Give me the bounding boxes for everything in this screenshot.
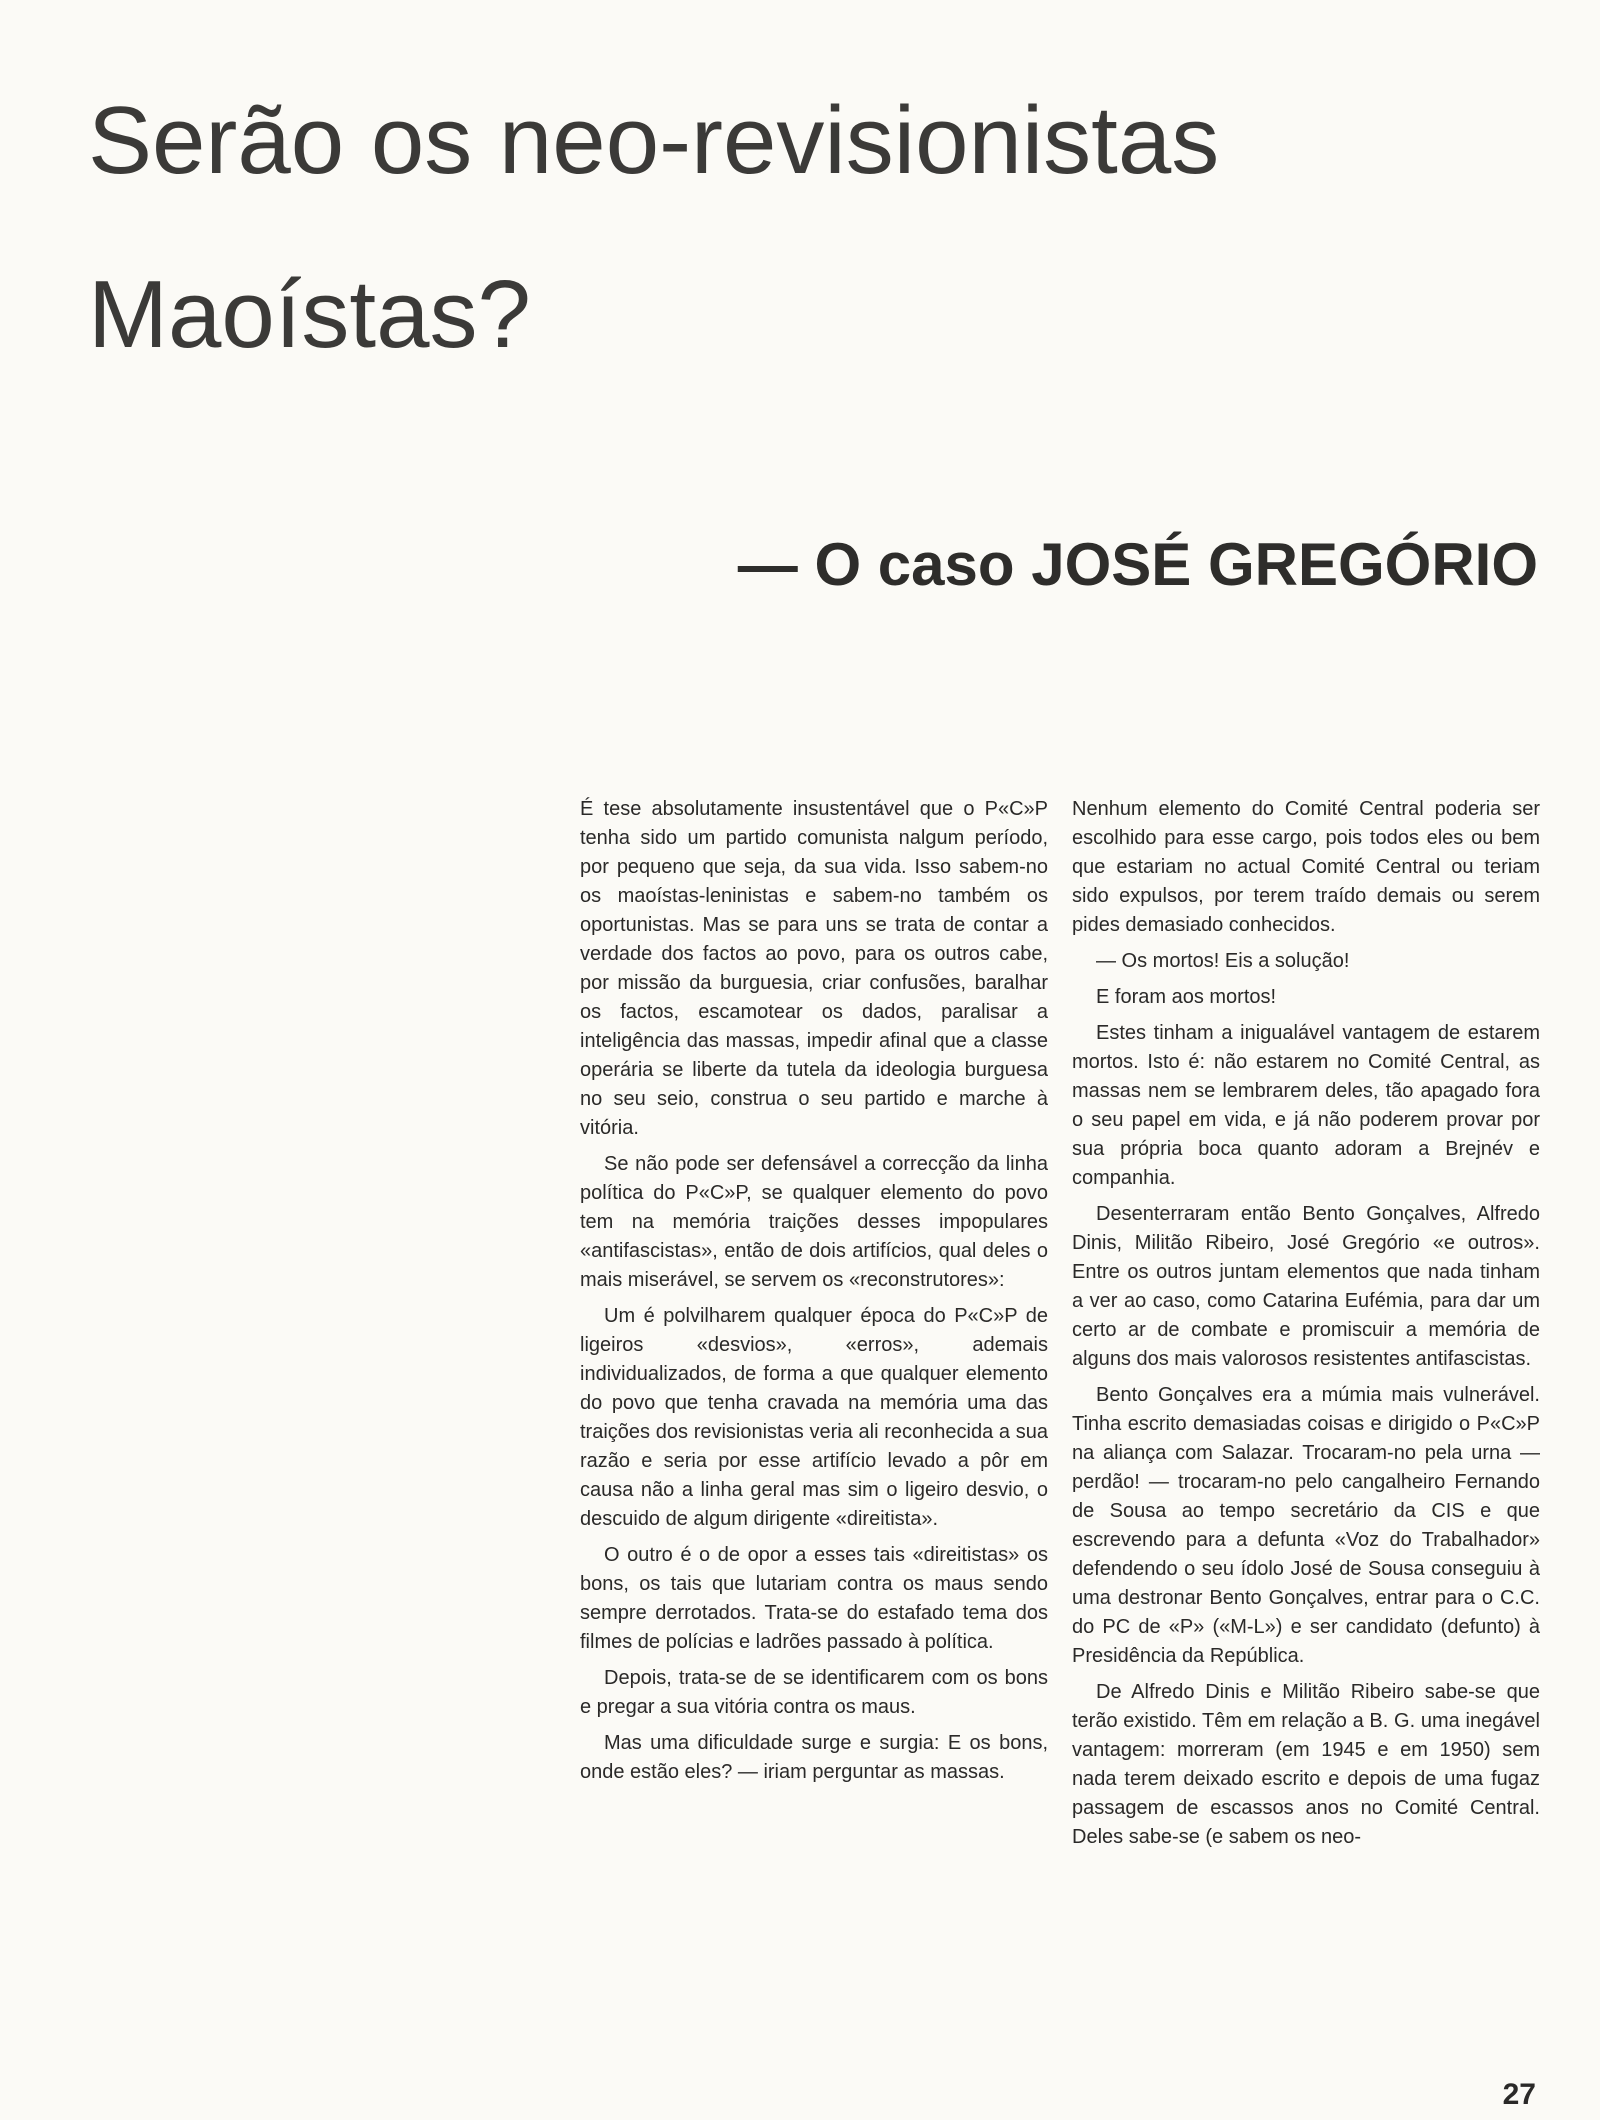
paragraph: Um é polvilharem qualquer época do P«C»P de ligeiros «desvios», «erros», ademais individualizados, de forma a que qualquer elemento do povo que tenha cravada na memória uma das traições dos revisionistas veria ali reconhecida a sua razão e seria por esse artifício levado a pôr em causa não a linha geral mas sim o ligeiro desvio, o descuido de algum dirigente «direitista». [580, 1305, 1048, 1530]
paragraph: Depois, trata-se de se identificarem com os bons e pregar a sua vitória contra os maus. [580, 1667, 1048, 1718]
paragraph: Mas uma dificuldade surge e surgia: E os bons, onde estão eles? — iriam perguntar as massas. [580, 1732, 1048, 1783]
paragraph: E foram aos mortos! [1096, 986, 1277, 1008]
text-column-left [580, 795, 1048, 1794]
text-column-right [1072, 795, 1540, 1859]
paragraph: Bento Gonçalves era a múmia mais vulnerável. Tinha escrito demasiadas coisas e dirigido o P«C»P na aliança com Salazar. Trocaram-no pela urna — perdão! — trocaram-no pelo cangalheiro Fernando de Sousa ao tempo secretário da CIS e que escrevendo para a defunta «Voz do Trabalhador» defendendo o seu ídolo José de Sousa conseguiu à uma destronar Bento Gonçalves, entrar para o C.C. do PC de «P» («M-L») e ser candidato (defunto) à Presidência da República. [1072, 1384, 1540, 1667]
paragraph: O outro é o de opor a esses tais «direitistas» os bons, os tais que lutariam contra os maus sendo sempre derrotados. Trata-se do estafado tema dos filmes de polícias e ladrões passado à política. [580, 1544, 1048, 1653]
paragraph: De Alfredo Dinis e Militão Ribeiro sabe-se que terão existido. Têm em relação a B. G. uma inegável vantagem: morreram (em 1945 e em 1950) sem nada terem deixado escrito e depois de uma fugaz passagem de escassos anos no Comité Central. Deles sabe-se (e sabem os neo- [1072, 1681, 1540, 1848]
paragraph: — Os mortos! Eis a solução! [1096, 950, 1350, 972]
paragraph: É tese absolutamente insustentável que o P«C»P tenha sido um partido comunista nalgum período, por pequeno que seja, da sua vida. Isso sabem-no os maoístas-leninistas e sabem-no também os oportunistas. Mas se para uns se trata de contar a verdade dos factos ao povo, para os outros cabe, por missão da burguesia, criar confusões, baralhar os factos, escamotear os dados, paralisar a inteligência das massas, impedir afinal que a classe operária se liberte da tutela da ideologia burguesa no seu seio, construa o seu partido e marche à vitória. [580, 798, 1048, 1139]
headline-line-2: Maoístas? [88, 261, 531, 368]
paragraph: Nenhum elemento do Comité Central poderia ser escolhido para esse cargo, pois todos eles ou bem que estariam no actual Comité Central ou teriam sido expulsos, por terem traído demais ou serem pides demasiado conhecidos. [1072, 798, 1540, 936]
paragraph: Estes tinham a inigualável vantagem de estarem mortos. Isto é: não estarem no Comité Central, as massas nem se lembrarem deles, tão apagado fora o seu papel em vida, e já não poderem provar por sua própria boca quanto adoram a Brejnév e companhia. [1072, 1022, 1540, 1189]
paragraph: Se não pode ser defensável a correcção da linha política do P«C»P, se qualquer elemento do povo tem na memória traições desses impopulares «antifascistas», então de dois artifícios, qual deles o mais miserável, se servem os «reconstrutores»: [580, 1153, 1048, 1291]
headline-line-1: Serão os neo-revisionistas [88, 87, 1220, 194]
article-subtitle: — O caso JOSÉ GREGÓRIO [737, 531, 1538, 598]
paragraph: Desenterraram então Bento Gonçalves, Alfredo Dinis, Militão Ribeiro, José Gregório «e outros». Entre os outros juntam elementos que nada tinham a ver ao caso, como Catarina Eufémia, para dar um certo ar de combate e promiscuir a memória de alguns dos mais valorosos resistentes antifascistas. [1072, 1203, 1540, 1370]
page-number: 27 [1502, 2078, 1536, 2111]
